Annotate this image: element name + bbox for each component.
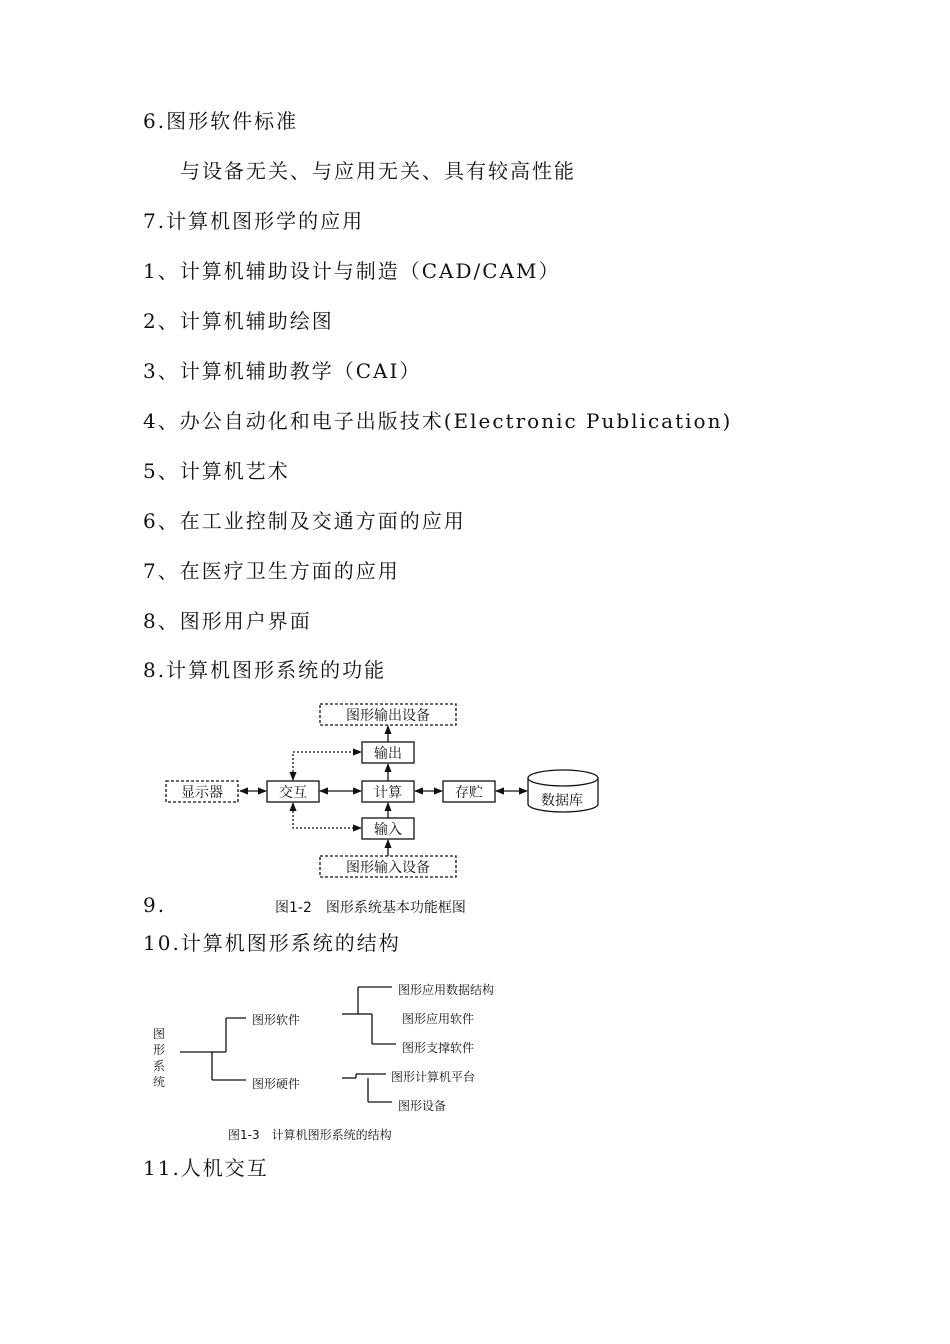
list-item-industry-traffic: 6、在工业控制及交通方面的应用 xyxy=(143,509,466,533)
figure-1-2-caption: 图1-2 图形系统基本功能框图 xyxy=(275,900,466,916)
root-char-1: 图 xyxy=(152,1027,166,1041)
compute-label: 计算 xyxy=(374,785,402,801)
input-label: 输入 xyxy=(374,822,402,838)
storage-label: 存贮 xyxy=(455,785,483,801)
heading-applications: 7.计算机图形学的应用 xyxy=(143,209,365,233)
hardware-label: 图形硬件 xyxy=(252,1077,301,1091)
list-item-computer-art: 5、计算机艺术 xyxy=(143,459,290,483)
app-data-structure-label: 图形应用数据结构 xyxy=(398,983,495,997)
database-label: 数据库 xyxy=(541,793,583,809)
heading-system-functions: 8.计算机图形系统的功能 xyxy=(143,658,387,682)
app-software-label: 图形应用软件 xyxy=(402,1012,475,1026)
dotted-link-interaction-input xyxy=(293,803,361,828)
paragraph-standard-properties: 与设备无关、与应用无关、具有较高性能 xyxy=(180,159,576,183)
figure-1-3-caption: 图1-3 计算机图形系统的结构 xyxy=(228,1128,392,1142)
heading-system-structure: 10.计算机图形系统的结构 xyxy=(143,931,401,955)
interaction-label: 交互 xyxy=(279,785,307,801)
list-item-cai: 3、计算机辅助教学（CAI） xyxy=(143,359,422,383)
input-device-label: 图形输入设备 xyxy=(346,860,430,876)
structure-tree-diagram xyxy=(0,972,950,1122)
heading-human-computer-interaction: 11.人机交互 xyxy=(143,1156,269,1180)
function-block-diagram xyxy=(0,690,950,890)
list-item-cad-drawing: 2、计算机辅助绘图 xyxy=(143,309,334,333)
root-char-2: 形 xyxy=(152,1043,166,1057)
output-device-label: 图形输出设备 xyxy=(346,708,430,724)
output-label: 输出 xyxy=(374,746,402,762)
list-item-medical: 7、在医疗卫生方面的应用 xyxy=(143,559,400,583)
graphics-device-label: 图形设备 xyxy=(398,1099,447,1113)
software-label: 图形软件 xyxy=(252,1013,301,1027)
dotted-link-interaction-output xyxy=(293,752,361,780)
heading-graphics-software-standard: 6.图形软件标准 xyxy=(143,109,299,133)
display-label: 显示器 xyxy=(181,785,223,801)
support-software-label: 图形支撑软件 xyxy=(402,1041,475,1055)
root-char-3: 系 xyxy=(152,1059,166,1073)
computer-platform-label: 图形计算机平台 xyxy=(391,1070,476,1084)
heading-9: 9. xyxy=(143,893,167,917)
list-item-gui: 8、图形用户界面 xyxy=(143,609,312,633)
list-item-cad-cam: 1、计算机辅助设计与制造（CAD/CAM） xyxy=(143,259,561,283)
list-item-office-publication: 4、办公自动化和电子出版技术(Electronic Publication) xyxy=(143,409,733,433)
root-char-4: 统 xyxy=(152,1075,166,1089)
